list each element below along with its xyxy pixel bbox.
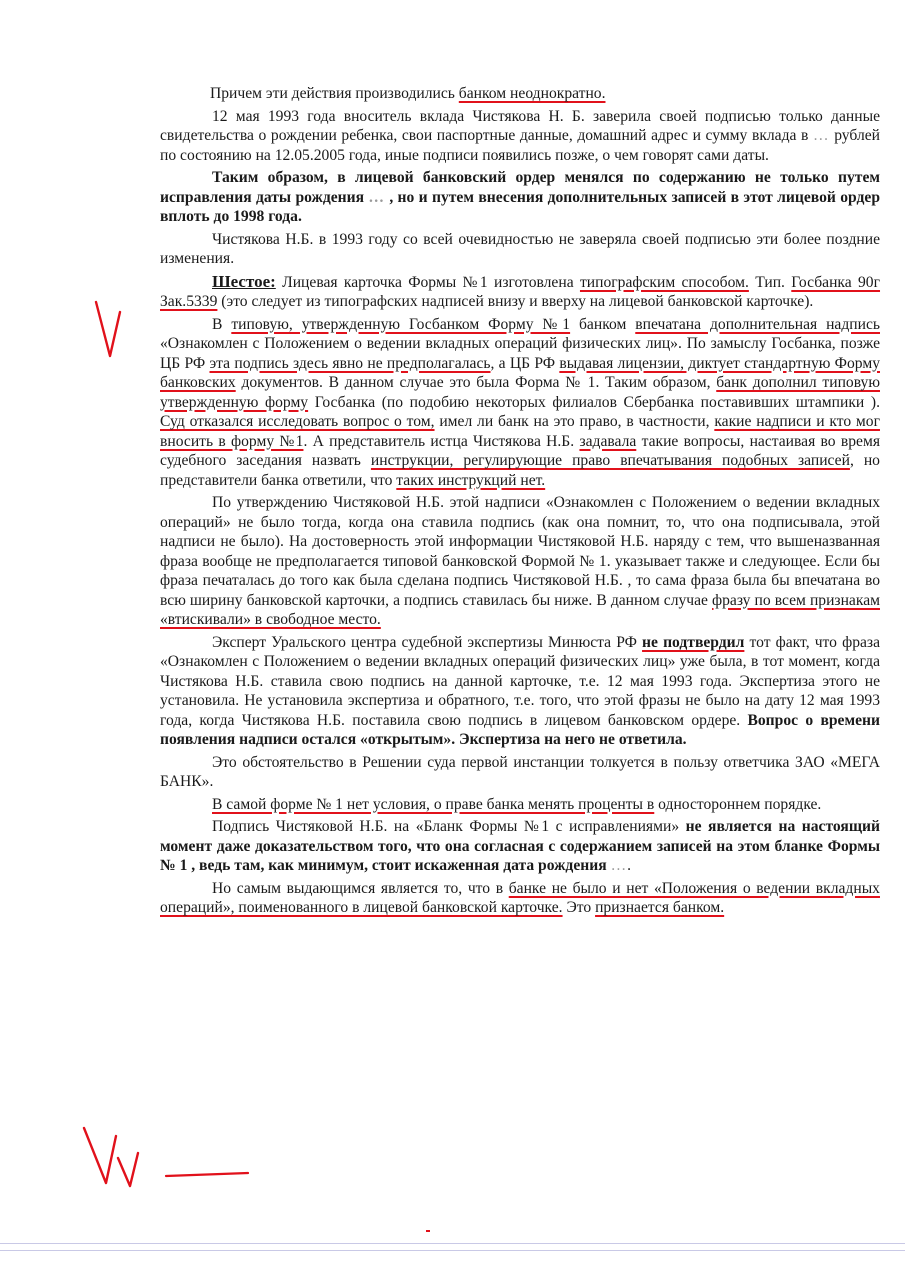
p6-c: «Ознакомлен с Положением о ведении вкладных операций физических лиц». По замыслу Госбанка, позже ЦБ РФ [160, 335, 880, 372]
p5-text-a: Лицевая карточка Формы №1 изготовлена [275, 273, 580, 291]
p12-underlined-1: банке не было и нет «Положения о ведении вкладных операций», поименованного в лицевой банковской карточке. [160, 879, 880, 916]
footer-rule-1 [0, 1243, 905, 1244]
p6-u3: эта подпись здесь явно не предполагалась [209, 354, 491, 372]
check-mark-3 [118, 1153, 138, 1186]
p5-text-c: (это следует из типографских надписей внизу и вверху на лицевой банковской карточке). [217, 293, 814, 310]
ink-dot [426, 1230, 430, 1232]
p6-u8: задавала [579, 432, 637, 450]
paragraph-2 [160, 107, 880, 166]
p10-text: одностороннем порядке. [654, 795, 822, 813]
check-mark-1 [96, 302, 120, 356]
p6-u6: Суд отказался исследовать вопрос о том, [160, 413, 435, 430]
footer-rule-2 [0, 1250, 905, 1251]
p6-j: , но представители банка ответили, что [160, 452, 880, 489]
section-heading: Шестое: [212, 271, 276, 291]
paragraph-6 [160, 315, 880, 491]
p6-u4: выдавая лицензии, диктует стандартную Форму банковских [160, 354, 880, 391]
p5-underlined-1: типографским способом. [579, 273, 749, 291]
p5-text-b: Тип. [748, 273, 792, 291]
p6-f: Госбанка (по подобию некоторых филиалов Сбербанка поставивших штампики ). [308, 393, 880, 411]
p6-g: имел ли банк на это право, в частности, [434, 413, 715, 430]
p5-underlined-2: Госбанка 90г Зак.5339 [160, 273, 881, 310]
p12-underlined-2: признается банком. [595, 899, 725, 916]
p3-redacted: … [368, 188, 385, 206]
p12-text-b: Это [562, 899, 596, 916]
p8-bold: Вопрос о времени появления надписи остался «открытым». Экспертиза на него не ответила. [160, 711, 880, 748]
paragraph-11 [160, 817, 880, 876]
p2-text-a: 12 мая 1993 года вноситель вклада Чистякова Н. Б. заверила своей подписью только данные свидетельства о рождении ребенка, свои паспортные данные, домашний адрес и сумму вклада в [160, 107, 880, 144]
check-mark-2 [84, 1128, 116, 1183]
p6-h: . А представитель истца Чистякова Н.Б. [303, 432, 580, 450]
p2-redacted: … [813, 127, 830, 144]
p3-text-a: Таким образом, в лицевой банковский ордер менялся по содержанию не только путем исправления даты рождения [160, 169, 880, 206]
paragraph-10 [160, 795, 880, 815]
paragraph-12 [160, 879, 880, 918]
p8-text-a: Эксперт Уральского центра судебной экспертизы Минюста РФ [212, 633, 643, 651]
p3-text-b: , но и путем внесения дополнительных записей в этот лицевой ордер вплоть до 1998 года. [160, 188, 880, 225]
p6-a: В [212, 315, 232, 333]
p10-underlined: В самой форме № 1 нет условия, о праве банка менять проценты в [212, 795, 655, 813]
p11-redacted: … [610, 857, 628, 874]
p12-text-a: Но самым выдающимся является то, что в [212, 879, 509, 897]
p11-text-a: Подпись Чистяковой Н.Б. на «Бланк Формы №1 с исправлениями» [212, 818, 686, 835]
p7-text: По утверждению Чистяковой Н.Б. этой надписи «Ознакомлен с Положением о ведении вкладных операций» не было тогда, когда она ставила подпись (как она помнит, то, что она подписывала, этой надписи не было). На достоверность этой информации Чистяковой Н.Б. наряду с тем, что вышеназванная фраза вообще не предполагается типовой банковской Формой № 1. указывает также и следующее. Если бы фраза печаталась до того как была сделана подпись Чистяковой Н.Б. , то сама фраза была бы впечатана во всю ширину банковской карточки, а подпись ставилась бы ниже. В данном случае [160, 494, 880, 609]
paragraph-4: Чистякова Н.Б. в 1993 году со всей очевидностью не заверяла своей подписью эти более поздние изменения. [160, 230, 880, 267]
paragraph-5 [160, 272, 880, 312]
p8-underlined: не подтвердил [642, 633, 745, 651]
paragraph-7 [160, 493, 880, 630]
p2-text-b: рублей по состоянию на 12.05.2005 года, иные подписи появились позже, о чем говорят сами даты. [160, 127, 880, 164]
paragraph-3 [160, 168, 880, 227]
p6-i: такие вопросы, настаивая во время судебного заседания назвать [160, 432, 880, 469]
underline-mark [166, 1173, 248, 1176]
p11-bold: не является на настоящий момент даже доказательством того, что она согласная с содержанием записей на этом бланке Формы № 1 , ведь там, как минимум, стоит искаженная дата рождения [160, 818, 880, 874]
p6-b: банком [570, 315, 636, 333]
document-body [160, 84, 880, 921]
paragraph-1 [160, 84, 880, 104]
paragraph-8 [160, 633, 880, 750]
p6-u10: таких инструкций нет. [396, 471, 546, 489]
p6-u5: банк дополнил типовую утвержденную форму [160, 374, 880, 411]
p8-text-b: тот факт, что фраза «Ознакомлен с Положением о ведении вкладных операций физических лиц» уже была, в тот момент, когда Чистякова Н.Б. ставила свою подпись на данной карточке, т.е. 12 мая 1993 года. Экспертиза этого не установила. Не установила экспертиза и обратного, т.е. того, что этой фразы не было на дату 12 мая 1993 года, когда Чистякова Н.Б. поставила свою подпись в лицевом банковском ордере. [160, 633, 880, 729]
p6-e: документов. В данном случае это была Форма № 1. Таким образом, [235, 374, 717, 391]
p7-underlined: фразу по всем признакам «втискивали» в свободное место. [160, 591, 880, 628]
p11-text-c: . [627, 857, 632, 874]
p6-u9: инструкции, регулирующие право впечатывания подобных записей [370, 452, 850, 469]
p6-u1: типовую, утвержденную Госбанком Форму №1 [231, 315, 571, 333]
p6-u2: впечатана дополнительная надпись [635, 315, 880, 333]
p6-d: , а ЦБ РФ [490, 354, 560, 372]
p6-u7: какие надписи и кто мог вносить в форму №1 [160, 413, 880, 450]
p1-text: Причем эти действия производились [210, 85, 459, 102]
paragraph-9: Это обстоятельство в Решении суда первой инстанции толкуется в пользу ответчика ЗАО «МЕГА БАНК». [160, 753, 880, 790]
p1-underlined: банком неоднократно. [458, 85, 606, 102]
